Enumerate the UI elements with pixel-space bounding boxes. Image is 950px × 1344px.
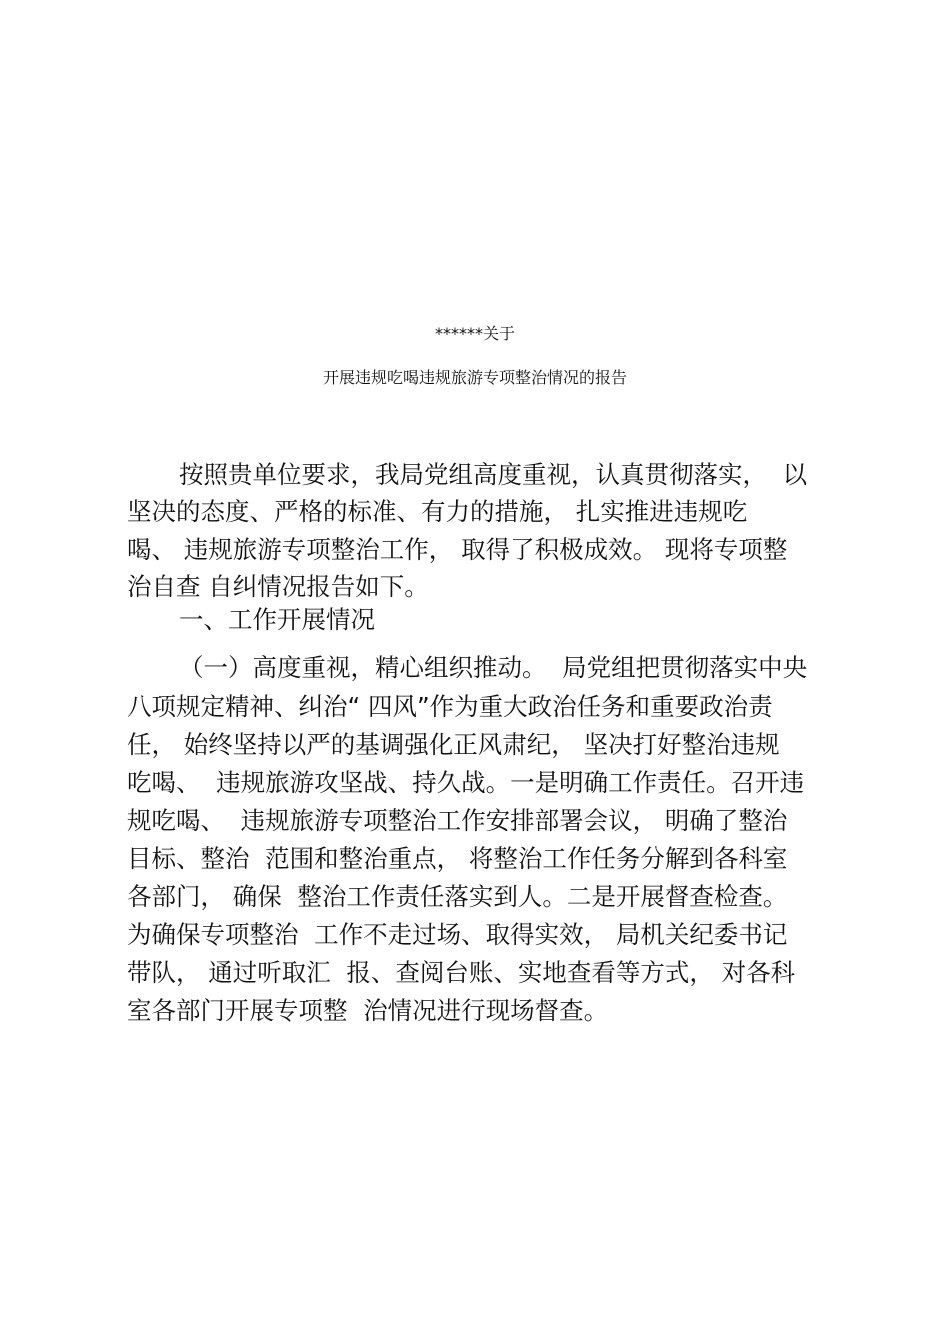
paragraph-line: 为确保专项整治 工作不走过场、取得实效， 局机关纪委书记 — [127, 920, 788, 949]
paragraph-line: 目标、整治 范围和整治重点， 将整治工作任务分解到各科室 — [127, 844, 788, 873]
paragraph-line: 治自查 自纠情况报告如下。 — [127, 572, 429, 601]
paragraph-line: （一）高度重视，精心组织推动。 局党组把贯彻落实中央 — [179, 653, 808, 682]
document-title-line-2: 开展违规吃喝违规旅游专项整治情况的报告 — [322, 368, 627, 387]
paragraph-line: 八项规定精神、纠治“ 四风”作为重大政治任务和重要政治责 — [127, 692, 773, 721]
paragraph-line: 吃喝、 违规旅游攻坚战、持久战。一是明确工作责任。召开违 — [127, 768, 805, 797]
section-heading: 一、工作开展情况 — [179, 605, 375, 634]
paragraph-line: 喝、 违规旅游专项整治工作， 取得了积极成效。 现将专项整 — [127, 535, 788, 564]
paragraph-line: 坚决的态度、严格的标准、有力的措施， 扎实推进违规吃 — [127, 497, 748, 526]
document-title-line-1: ******关于 — [434, 324, 515, 343]
paragraph-line: 带队， 通过听取汇 报、查阅台账、实地查看等方式， 对各科 — [127, 958, 796, 987]
paragraph-line: 室各部门开展专项整 治情况进行现场督查。 — [127, 996, 609, 1025]
paragraph-line: 各部门， 确保 整治工作责任落实到人。二是开展督查检查。 — [127, 882, 788, 911]
paragraph-line: 规吃喝、 违规旅游专项整治工作安排部署会议， 明确了整治 — [127, 806, 788, 835]
paragraph-line: 按照贵单位要求，我局党组高度重视，认真贯彻落实， 以 — [179, 460, 808, 489]
paragraph-line: 任， 始终坚持以严的基调强化正风肃纪， 坚决打好整治违规 — [127, 730, 780, 759]
